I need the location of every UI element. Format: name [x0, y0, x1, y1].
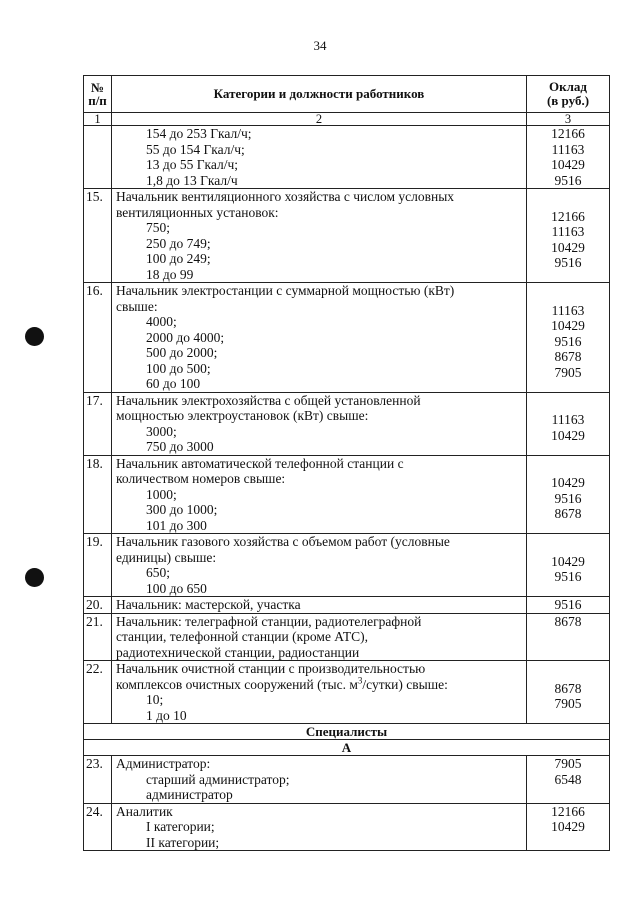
table-row: [84, 613, 610, 661]
header-salary-line1: Оклад: [549, 79, 587, 94]
row-number: 23.: [84, 756, 112, 804]
header-number-line2: п/п: [88, 93, 107, 108]
salary-cell: [527, 534, 610, 597]
category-title-line: количеством номеров свыше:: [116, 471, 286, 486]
category-title-line: Начальник очистной станции с производительностью: [116, 661, 426, 676]
column-index-row: [84, 113, 610, 126]
category-item: 1 до 10: [146, 707, 187, 723]
salary-cell: [527, 189, 610, 283]
table-row: [84, 756, 610, 804]
salary-value: 10429: [551, 553, 585, 569]
salary-cell: [527, 756, 610, 804]
header-number-line1: №: [90, 80, 105, 95]
salary-cell: [527, 661, 610, 724]
category-item: 18 до 99: [146, 266, 194, 282]
category-item: 750 до 3000: [146, 439, 214, 454]
category-cell: [112, 756, 527, 804]
category-item: 154 до 253 Гкал/ч;: [146, 126, 252, 141]
punch-hole-icon: [25, 327, 44, 346]
category-item: 55 до 154 Гкал/ч;: [146, 141, 245, 157]
category-item: 1000;: [146, 486, 177, 502]
salary-value: 12166: [551, 803, 585, 819]
row-number: 15.: [84, 189, 112, 283]
salary-value: 7905: [554, 756, 582, 771]
table-row: [84, 534, 610, 597]
category-cell: [112, 661, 527, 724]
table-row: [84, 803, 610, 851]
salary-value: 9516: [554, 569, 582, 584]
row-number: 16.: [84, 283, 112, 393]
table-row: [84, 283, 610, 393]
category-title-line: мощностью электроустановок (кВт) свыше:: [116, 408, 369, 423]
category-item: 10;: [146, 692, 164, 707]
salary-value: 9516: [554, 172, 582, 188]
salary-value: 11163: [551, 141, 585, 157]
category-cell: [112, 392, 527, 455]
salary-value: 7905: [554, 696, 582, 711]
salary-value: 8678: [554, 506, 582, 521]
salary-value: 12166: [551, 126, 585, 141]
category-title-line: свыше:: [116, 298, 158, 314]
superscript: 3: [357, 675, 363, 685]
table-row: [84, 126, 610, 189]
salary-value: 10429: [551, 819, 585, 834]
header-number: [84, 76, 112, 113]
salary-value: 10429: [551, 318, 585, 333]
category-item: I категории;: [146, 819, 215, 834]
table-row: [84, 392, 610, 455]
salary-value: 9516: [554, 333, 582, 349]
category-title-line: Начальник газового хозяйства с объемом работ (условные: [116, 534, 450, 549]
punch-hole-icon: [25, 568, 44, 587]
table-row: [84, 455, 610, 534]
category-title-line: Начальник электрохозяйства с общей установленной: [116, 392, 421, 408]
page-number: 34: [313, 38, 327, 53]
row-number: 18.: [84, 455, 112, 534]
salary-cell: [527, 455, 610, 534]
row-number: 19.: [84, 534, 112, 597]
row-number: 21.: [84, 613, 112, 661]
category-item: 4000;: [146, 314, 177, 329]
category-title-line: станции, телефонной станции (кроме АТС),: [116, 629, 368, 644]
salary-value: 9516: [554, 490, 582, 506]
category-item: 1,8 до 13 Гкал/ч: [146, 172, 238, 188]
table-row: [84, 597, 610, 614]
salary-cell: [527, 392, 610, 455]
category-item: 750;: [146, 220, 171, 235]
salary-value: 9516: [554, 255, 582, 270]
category-item: 100 до 500;: [146, 360, 211, 376]
category-cell: [112, 597, 527, 614]
category-title-line: Начальник: телеграфной станции, радиотелеграфной: [116, 613, 422, 629]
subsection-row: [84, 740, 610, 756]
category-title-line: радиотехнической станции, радиостанции: [116, 644, 360, 660]
salary-value: 10429: [551, 475, 585, 490]
category-title-line: Аналитик: [116, 803, 173, 819]
title-text: /сутки) свыше:: [362, 676, 448, 692]
category-cell: [112, 534, 527, 597]
category-cell: [112, 803, 527, 851]
category-item: 650;: [146, 565, 171, 580]
subsection-title: А: [84, 740, 610, 756]
salary-value: 11163: [551, 302, 585, 318]
category-title-line: Начальник автоматической телефонной станции с: [116, 455, 404, 471]
category-cell: [112, 126, 527, 189]
category-cell: [112, 613, 527, 661]
category-item: администратор: [146, 787, 233, 802]
index-cell: 3: [527, 113, 610, 126]
category-item: 500 до 2000;: [146, 345, 218, 360]
table-header-row: [84, 76, 610, 113]
index-cell: 1: [84, 113, 112, 126]
header-salary-line2: (в руб.): [546, 93, 590, 108]
category-item: 3000;: [146, 423, 177, 439]
salary-value: 8678: [554, 613, 582, 629]
salary-value: 12166: [551, 208, 585, 224]
salary-cell: [527, 597, 610, 614]
row-number: [84, 126, 112, 189]
category-item: 250 до 749;: [146, 235, 211, 251]
category-item: II категории;: [146, 834, 220, 850]
category-title-line: Администратор:: [116, 756, 211, 771]
header-salary: [527, 76, 610, 113]
salary-value: 11163: [551, 224, 585, 239]
salary-cell: [527, 613, 610, 661]
category-cell: [112, 455, 527, 534]
salary-cell: [527, 126, 610, 189]
category-item: 100 до 249;: [146, 251, 211, 266]
category-item: 2000 до 4000;: [146, 329, 225, 345]
salary-value: 8678: [554, 349, 582, 364]
salary-value: 10429: [551, 157, 585, 172]
salary-value: 10429: [551, 239, 585, 255]
index-cell: 2: [112, 113, 527, 126]
category-cell: [112, 283, 527, 393]
salary-value: 9516: [554, 597, 582, 612]
row-number: 20.: [84, 597, 112, 614]
salary-value: 7905: [554, 364, 582, 380]
salary-value: 6548: [554, 771, 582, 787]
category-title-line: Начальник вентиляционного хозяйства с числом условных: [116, 189, 455, 204]
table-row: [84, 189, 610, 283]
title-text: комплексов очистных сооружений (тыс. м: [116, 676, 358, 692]
category-title-line: Начальник: мастерской, участка: [116, 597, 301, 612]
row-number: 24.: [84, 803, 112, 851]
category-item: 300 до 1000;: [146, 502, 218, 517]
category-item: 101 до 300: [146, 517, 207, 533]
category-item: старший администратор;: [146, 771, 290, 787]
category-item: 13 до 55 Гкал/ч;: [146, 157, 239, 172]
salary-table: [83, 75, 610, 851]
category-title-line: Начальник электростанции с суммарной мощностью (кВт): [116, 283, 455, 298]
salary-value: 10429: [551, 427, 585, 443]
salary-cell: [527, 803, 610, 851]
category-cell: [112, 189, 527, 283]
section-title: Специалисты: [84, 724, 610, 740]
table-row: [84, 661, 610, 724]
salary-value: 11163: [551, 412, 585, 427]
section-row: [84, 724, 610, 740]
category-title-line: вентиляционных установок:: [116, 204, 279, 220]
category-title-line: [116, 677, 522, 693]
header-category: Категории и должности работников: [112, 76, 527, 113]
row-number: 17.: [84, 392, 112, 455]
category-item: 60 до 100: [146, 376, 201, 391]
category-title-line: единицы) свыше:: [116, 549, 217, 565]
row-number: 22.: [84, 661, 112, 724]
salary-cell: [527, 283, 610, 393]
salary-value: 8678: [554, 680, 582, 696]
category-item: 100 до 650: [146, 580, 207, 596]
